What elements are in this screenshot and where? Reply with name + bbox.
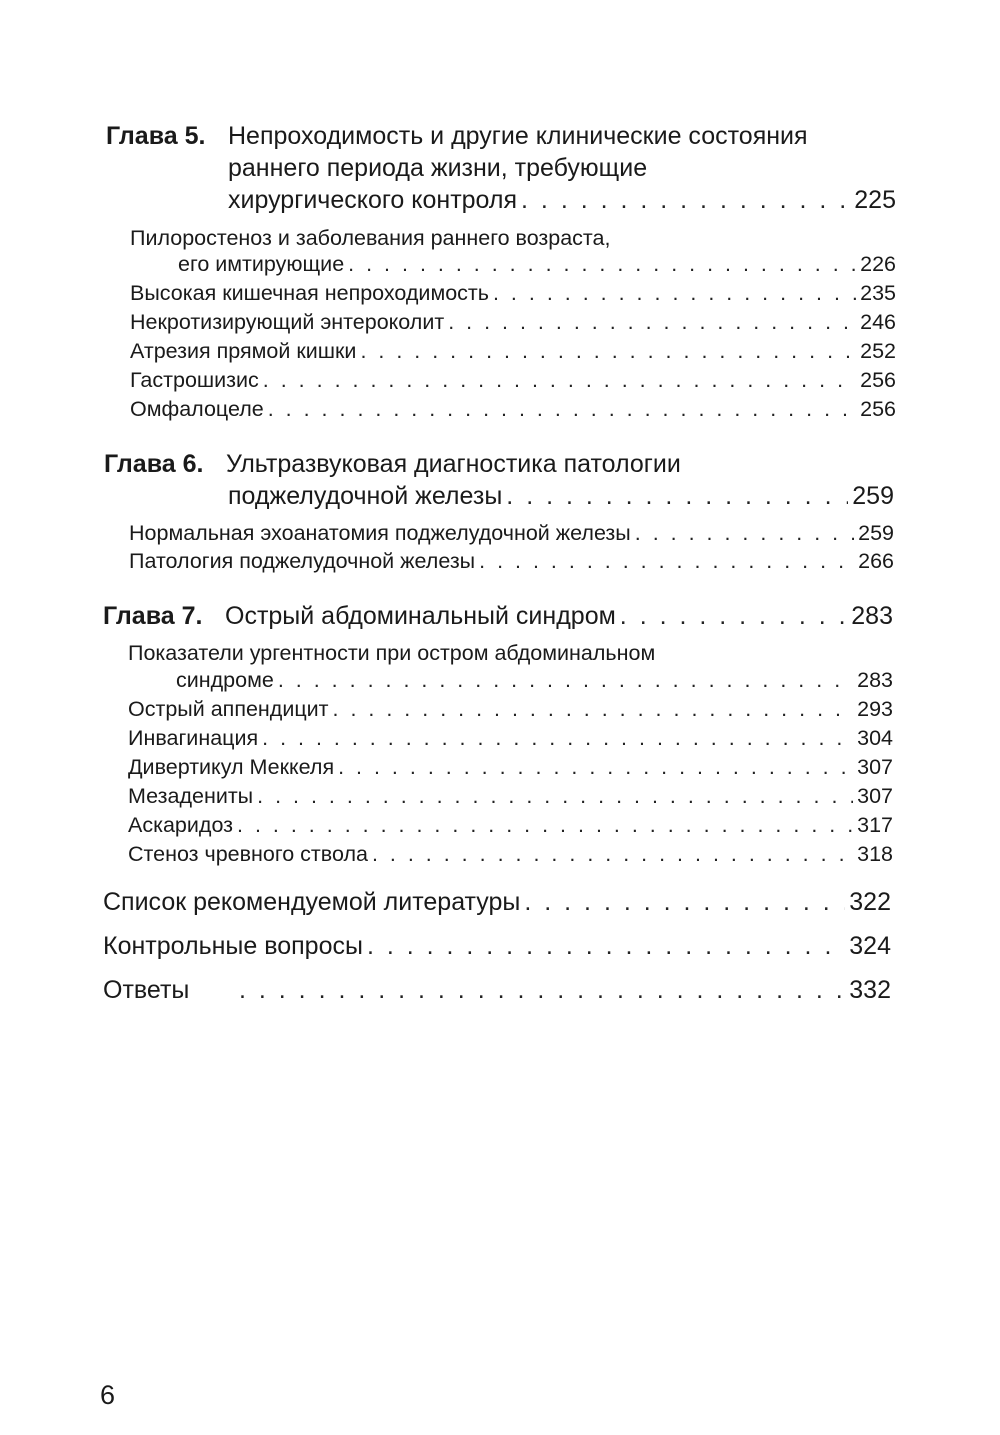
entry-title: Дивертикул Меккеля [128, 755, 335, 779]
back-matter-entry [103, 974, 891, 1006]
page-ref: 252 [860, 339, 896, 363]
toc-entry [128, 782, 893, 810]
toc-entry [128, 724, 893, 752]
entry-title: Инвагинация [128, 726, 259, 750]
entry-title: Аскаридоз [128, 813, 234, 837]
back-matter-entry [103, 886, 891, 918]
entry-title-line: его имтирующие [178, 252, 345, 276]
leader-dots [524, 886, 845, 918]
chapter-title-line: поджелудочной железы [228, 482, 503, 510]
leader-dots [372, 840, 853, 868]
leader-dots [338, 753, 853, 781]
toc-entry-cont [176, 666, 893, 694]
chapter-5-title-end [228, 184, 896, 216]
leader-dots [479, 547, 854, 575]
page-ref: 256 [860, 368, 896, 392]
leader-dots [493, 279, 856, 307]
page-ref: 226 [860, 252, 896, 276]
leader-dots [237, 811, 853, 839]
entry-title: Высокая кишечная непроходимость [130, 281, 489, 305]
entry-title: Омфалоцеле [130, 397, 264, 421]
entry-title-line: синдроме [176, 668, 274, 692]
leader-dots [239, 974, 845, 1006]
entry-title: Контрольные вопросы [103, 932, 363, 960]
page-ref: 266 [858, 549, 894, 573]
page-ref: 283 [851, 602, 893, 630]
leader-dots [263, 366, 856, 394]
toc-entry [130, 308, 896, 336]
chapter-title-line: Непроходимость и другие клинические состояния [228, 122, 808, 150]
leader-dots [278, 666, 853, 694]
chapter-5-heading [106, 120, 896, 152]
page-ref: 225 [854, 186, 896, 214]
entry-title: Гастрошизис [130, 368, 259, 392]
page-ref: 324 [849, 932, 891, 960]
entry-title: Мезадениты [128, 784, 254, 808]
page-number: 6 [100, 1380, 116, 1410]
page-ref: 246 [860, 310, 896, 334]
page-ref: 235 [860, 281, 896, 305]
leader-dots [262, 724, 853, 752]
leader-dots [268, 395, 856, 423]
page-ref: 322 [849, 888, 891, 916]
chapter-title-line: хирургического контроля [228, 186, 518, 214]
toc-entry [130, 279, 896, 307]
page-ref: 307 [857, 755, 893, 779]
page-ref: 259 [852, 482, 894, 510]
leader-dots [257, 782, 853, 810]
leader-dots [448, 308, 856, 336]
back-matter-entry [103, 930, 891, 962]
page-ref: 317 [857, 813, 893, 837]
leader-dots [521, 184, 850, 216]
entry-title: Атрезия прямой кишки [130, 339, 357, 363]
page-ref: 293 [857, 697, 893, 721]
toc-entry [128, 811, 893, 839]
page-ref: 304 [857, 726, 893, 750]
chapter-6-heading [104, 448, 894, 480]
page-ref: 307 [857, 784, 893, 808]
toc-entry [129, 547, 894, 575]
leader-dots [348, 250, 856, 278]
chapter-5-heading-cont [228, 152, 896, 184]
chapter-label: Глава 7. [103, 602, 203, 630]
page-ref: 259 [858, 521, 894, 545]
entry-title-line: Показатели ургентности при остром абдоминальном [128, 641, 656, 665]
chapter-label: Глава 6. [104, 450, 204, 478]
toc-entry [130, 337, 896, 365]
leader-dots [506, 480, 848, 512]
entry-title: Стеноз чревного ствола [128, 842, 368, 866]
entry-title: Ответы [103, 976, 190, 1004]
leader-dots [333, 695, 854, 723]
page-ref: 332 [849, 976, 891, 1004]
toc-entry [130, 224, 896, 252]
entry-title: Некротизирующий энтероколит [130, 310, 445, 334]
entry-title: Патология поджелудочной железы [129, 549, 476, 573]
leader-dots [360, 337, 856, 365]
leader-dots [620, 600, 847, 632]
page-ref: 283 [857, 668, 893, 692]
toc-entry [128, 840, 893, 868]
toc-entry [129, 519, 894, 547]
entry-title-line: Пилоростеноз и заболевания раннего возраста, [130, 226, 611, 250]
entry-title: Нормальная эхоанатомия поджелудочной железы [129, 521, 631, 545]
toc-entry-cont [178, 250, 896, 278]
toc-entry [128, 695, 893, 723]
entry-title: Список рекомендуемой литературы [103, 888, 521, 916]
chapter-7-heading [103, 600, 893, 632]
toc-entry [128, 639, 893, 667]
leader-dots [367, 930, 845, 962]
chapter-label: Глава 5. [106, 122, 206, 150]
chapter-title-line: Ультразвуковая диагностика патологии [226, 450, 681, 478]
chapter-title-line: раннего периода жизни, требующие [228, 154, 648, 182]
toc-entry [130, 366, 896, 394]
chapter-6-title-end [228, 480, 894, 512]
toc-entry [130, 395, 896, 423]
page-ref: 318 [857, 842, 893, 866]
entry-title: Острый аппендицит [128, 697, 329, 721]
chapter-title-line: Острый абдоминальный синдром [225, 602, 616, 630]
toc-entry [128, 753, 893, 781]
leader-dots [635, 519, 854, 547]
page-ref: 256 [860, 397, 896, 421]
